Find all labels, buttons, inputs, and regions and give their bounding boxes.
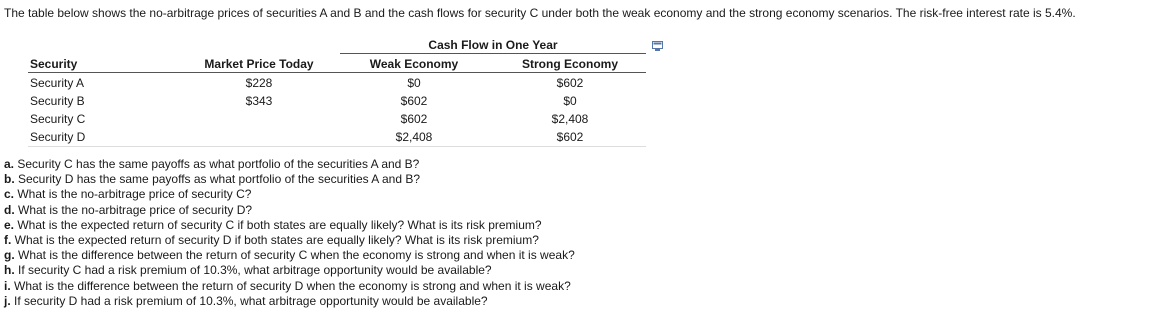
column-header-rule xyxy=(28,72,646,73)
question-label: a. xyxy=(4,157,15,171)
question-list xyxy=(4,157,575,309)
problem-intro: The table below shows the no-arbitrage prices of securities A and B and the cash flows for security C under both the weak economy and the strong economy scenarios. The risk-free interest rate is 5.4%. xyxy=(4,6,1076,20)
question-label: b. xyxy=(4,172,15,187)
row-security-d: Security D xyxy=(30,130,86,144)
row-market-price-a: $228 xyxy=(245,76,273,90)
group-header-rule xyxy=(340,53,646,54)
row-strong-b: $0 xyxy=(563,94,577,108)
question-label: j. xyxy=(4,293,11,308)
question-text: What is the expected return of security C if both states are equally likely? What is its risk premium? xyxy=(14,217,542,232)
question-d xyxy=(4,203,575,218)
question-text: What is the no-arbitrage price of security D? xyxy=(14,202,253,217)
row-strong-a: $602 xyxy=(556,76,584,90)
question-c xyxy=(4,187,575,202)
copy-table-icon[interactable] xyxy=(652,40,664,52)
header-weak-economy: Weak Economy xyxy=(369,57,459,71)
question-label: d. xyxy=(4,202,15,217)
question-label: g. xyxy=(4,248,15,263)
question-e xyxy=(4,218,575,233)
row-security-a: Security A xyxy=(30,76,85,90)
row-weak-d: $2,408 xyxy=(395,130,433,144)
question-text: If security D had a risk premium of 10.3%, what arbitrage opportunity would be available? xyxy=(10,293,488,308)
question-label: e. xyxy=(4,217,15,232)
row-security-c: Security C xyxy=(30,112,86,126)
question-i xyxy=(4,279,575,294)
row-market-price-b: $343 xyxy=(245,94,273,108)
row-strong-c: $2,408 xyxy=(551,112,589,126)
cash-flow-group-header: Cash Flow in One Year xyxy=(428,38,558,52)
row-strong-d: $602 xyxy=(556,130,584,144)
question-text: Security D has the same payoffs as what portfolio of the securities A and B? xyxy=(14,172,421,187)
question-label: c. xyxy=(4,187,15,202)
question-g xyxy=(4,248,575,263)
question-a xyxy=(4,157,575,172)
question-text: If security C had a risk premium of 10.3%, what arbitrage opportunity would be available? xyxy=(14,263,492,278)
question-b xyxy=(4,172,575,187)
row-weak-a: $0 xyxy=(407,76,421,90)
question-text: What is the difference between the return of security C when the economy is strong and when it is weak? xyxy=(14,248,575,263)
question-label: f. xyxy=(4,233,12,248)
row-weak-b: $602 xyxy=(400,94,428,108)
question-text: What is the expected return of security D if both states are equally likely? What is its risk premium? xyxy=(11,233,539,248)
header-market-price: Market Price Today xyxy=(204,57,314,71)
question-j xyxy=(4,294,575,309)
question-h xyxy=(4,263,575,278)
table-bottom-rule xyxy=(28,146,646,147)
row-weak-c: $602 xyxy=(400,112,428,126)
header-strong-economy: Strong Economy xyxy=(521,57,618,71)
question-label: i. xyxy=(4,278,11,293)
question-text: What is the difference between the return of security D when the economy is strong and when it is weak? xyxy=(10,278,571,293)
question-text: What is the no-arbitrage price of security C? xyxy=(14,187,252,202)
question-f xyxy=(4,233,575,248)
question-label: h. xyxy=(4,263,15,278)
header-security: Security xyxy=(30,57,78,71)
question-text: Security C has the same payoffs as what portfolio of the securities A and B? xyxy=(14,157,420,171)
row-security-b: Security B xyxy=(30,94,85,108)
